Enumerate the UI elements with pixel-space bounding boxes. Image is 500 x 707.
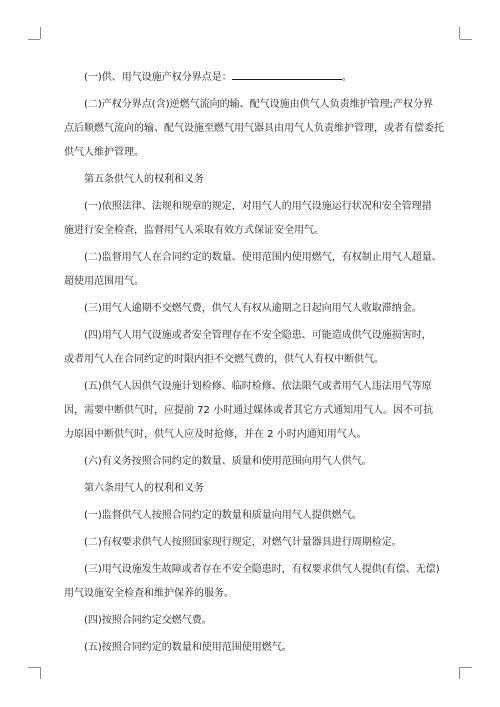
text-line: (二)监督用气人在合同约定的数量、使用范围内使用燃气，有权制止用气人超量、 xyxy=(84,252,442,263)
text-line: (六)有义务按照合同约定的数量、质量和使用范围向用气人供气。 xyxy=(84,456,372,467)
paragraph-maintenance xyxy=(64,93,444,165)
paragraph-user-2 xyxy=(84,531,424,555)
paragraph-supplier-3 xyxy=(84,297,424,321)
text-line: 点后顺燃气流向的输、配气设施至燃气用气器具由用气人负责维护管理，或者有偿委托 xyxy=(64,123,444,134)
paragraph-user-5 xyxy=(84,636,424,660)
text-line: (三)用气人逾期不交燃气费，供气人有权从逾期之日起向用气人收取滞纳金。 xyxy=(84,303,422,314)
text-line: (四)按照合同约定交燃气费。 xyxy=(84,615,212,626)
crop-mark-top-left-h xyxy=(28,39,40,40)
paragraph-boundary-point xyxy=(84,66,424,90)
paragraph-supplier-2 xyxy=(64,246,442,294)
text-line: (一)监督供气人按照合同约定的数量和质量向用气人提供燃气。 xyxy=(84,510,362,521)
paragraph-supplier-1 xyxy=(64,195,432,243)
text-line: (五)按照合同约定的数量和使用范围使用燃气。 xyxy=(84,642,292,653)
text-line: (一)依照法律、法规和规章的规定，对用气人的用气设施运行状况和安全管理措 xyxy=(84,201,432,212)
document-body xyxy=(64,66,444,663)
paragraph-supplier-6 xyxy=(84,450,424,474)
text-line: (四)用气人用气设施或者安全管理存在不安全隐患、可能造成供气设施损害时， xyxy=(84,330,432,341)
text-line: 第六条用气人的权利和义务 xyxy=(84,483,204,494)
article-heading-6 xyxy=(84,477,424,501)
text-line: (二)产权分界点(含)逆燃气流向的输、配气设施由供气人负责维护管理;产权分界 xyxy=(84,99,433,110)
text-line: 因，需要中断供气时，应提前 72 小时通过媒体或者其它方式通知用气人。因不可抗 xyxy=(64,405,434,416)
crop-mark-bottom-left-h xyxy=(28,667,40,668)
fill-in-blank xyxy=(232,69,342,80)
crop-mark-top-right-v xyxy=(459,27,460,39)
crop-mark-bottom-right-v xyxy=(459,667,460,679)
text-line: (一)供、用气设施产权分界点是： xyxy=(84,72,232,83)
text-line: 。 xyxy=(341,72,352,83)
crop-mark-top-right-h xyxy=(460,39,472,40)
article-heading-5 xyxy=(84,168,424,192)
paragraph-supplier-4 xyxy=(64,324,432,372)
text-line: 超使用范围用气。 xyxy=(64,276,144,287)
paragraph-user-1 xyxy=(84,504,424,528)
text-line: 施进行安全检查，监督用气人采取有效方式保证安全用气。 xyxy=(64,225,324,236)
text-line: 或者用气人在合同约定的时限内拒不交燃气费的，供气人有权中断供气。 xyxy=(64,354,384,365)
crop-mark-bottom-right-h xyxy=(460,667,472,668)
paragraph-user-4 xyxy=(84,609,424,633)
text-line: (二)有权要求供气人按照国家现行规定，对燃气计量器具进行周期检定。 xyxy=(84,537,402,548)
paragraph-user-3 xyxy=(64,558,440,606)
text-line: 第五条供气人的权利和义务 xyxy=(84,174,204,185)
text-line: 供气人维护管理。 xyxy=(64,147,144,158)
text-line: 力原因中断供气时，供气人应及时抢修，并在 2 小时内通知用气人。 xyxy=(64,429,367,440)
text-line: 用气设施安全检查和维护保养的服务。 xyxy=(64,588,234,599)
text-line: (三)用气设施发生故障或者存在不安全隐患时，有权要求供气人提供(有偿、无偿) xyxy=(84,564,440,575)
crop-mark-top-left-v xyxy=(40,27,41,39)
paragraph-supplier-5 xyxy=(64,375,434,447)
crop-mark-bottom-left-v xyxy=(40,667,41,679)
text-line: (五)供气人因供气设施计划检修、临时检修、依法限气或者用气人违法用气等原 xyxy=(84,381,432,392)
